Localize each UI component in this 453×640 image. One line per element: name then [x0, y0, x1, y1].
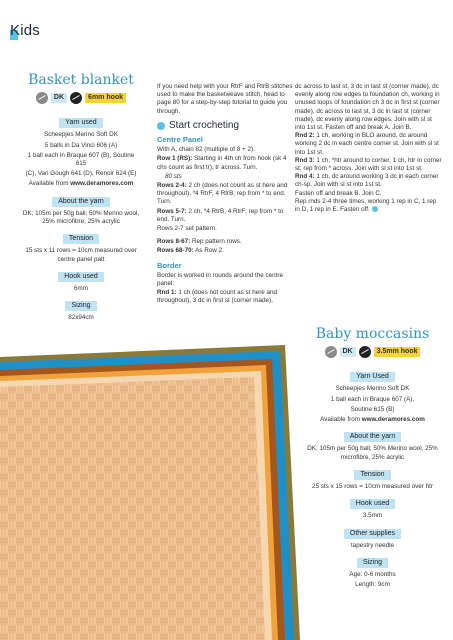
moccasins-yarn-weight-row	[300, 346, 445, 358]
yarn-ball-icon	[325, 346, 337, 358]
yarn-used-heading: Yarn Used	[350, 372, 395, 382]
section-title: Kids	[10, 22, 40, 39]
round-instruction	[295, 132, 443, 157]
about-yarn-text: DK; 105m per 50g ball; 50% Merino wool, 25% microfibre, 25% acrylic	[307, 445, 438, 461]
row-text: As Row 2.	[193, 247, 224, 255]
sizing-heading: Sizing	[65, 301, 96, 311]
border-heading: Border	[157, 260, 182, 270]
yarn-used-line: Scheepjes Merino Soft DK	[335, 385, 410, 393]
moccasins-title: Baby moccasins	[315, 326, 430, 342]
row-instruction	[157, 247, 297, 255]
yarn-used-line: 1 ball each in Braque 607 (A),	[330, 395, 415, 403]
round-instruction	[295, 173, 443, 189]
round-label: Rnd 2:	[295, 132, 315, 140]
row-instruction	[157, 182, 297, 207]
round-instruction	[157, 289, 297, 305]
yarn-used-line: Scheepjes Merino Soft DK	[44, 131, 118, 139]
round-label: Rnd 3:	[295, 156, 315, 164]
repeat-text	[295, 198, 443, 214]
blanket-info-column	[22, 72, 140, 325]
hook-size-label: 3.5mm hook	[374, 347, 421, 357]
availability-link[interactable]: www.deramores.com	[361, 416, 425, 424]
start-crocheting-label: Start crocheting	[169, 119, 240, 131]
yarn-used-line: 1 ball each in Braque 607 (B), Soutine 615	[27, 151, 135, 168]
row-label: Rows 68-70:	[157, 247, 194, 255]
row-text: 2 ch (does not count as st here and throughout), *4 RtrF, 4 RtrB; rep from * to end. Turn.	[157, 182, 288, 206]
tension-text: 15 sts x 11 rows = 10cm measured over centre panel patt	[25, 247, 137, 263]
hook-used-text: 3.5mm	[362, 512, 383, 520]
pattern-column-continued	[295, 83, 443, 214]
stitch-count	[157, 173, 297, 181]
about-yarn-heading: About the yarn	[52, 197, 110, 207]
availability	[300, 416, 445, 424]
tension-heading: Tension	[63, 234, 99, 244]
availability-link[interactable]: www.deramores.com	[70, 180, 134, 188]
row-instruction	[157, 208, 297, 224]
centre-panel-heading: Centre Panel	[157, 135, 203, 145]
sizing-heading: Sizing	[357, 558, 388, 568]
round-text: 1 ch, dc around working 3 dc in each corner ch-sp. Join with sl st into 1st st.	[295, 173, 439, 189]
sizing-length: Length: 9cm	[355, 581, 390, 589]
yarn-ball-icon	[36, 92, 48, 104]
row-instruction	[157, 155, 297, 171]
availability-prefix: Available from	[320, 416, 362, 424]
row-label: Rows 2-4:	[157, 182, 187, 190]
stitch-count-text: 80 sts	[165, 172, 182, 180]
moccasins-info	[300, 326, 445, 592]
bullet-dot-icon	[157, 122, 165, 130]
yarn-weight-label: DK	[340, 347, 356, 357]
intro-text: If you need help with your RtrF and RtrB stitches used to make the basketweave stitch, head to page 80 for a step-by-step tutorial to guide you through.	[157, 83, 293, 115]
sizing-text: 82x94cm	[68, 314, 94, 322]
yarn-used-line: Soutine 615 (B)	[350, 405, 395, 413]
blanket-centre-panel	[0, 377, 265, 640]
pattern-column	[157, 83, 297, 307]
blanket-photo	[0, 345, 300, 640]
row-label: Row 1 (RS):	[157, 155, 193, 163]
round-text: 1 ch, working in BLO around, dc around working 2 dc in each centre corner st. Join with sl st into 1st st.	[295, 132, 439, 156]
hook-size-label: 6mm hook	[85, 93, 126, 103]
about-yarn-heading: About the yarn	[344, 432, 402, 442]
row-label: Rows 8-67:	[157, 238, 191, 246]
round-label: Rnd 1:	[157, 289, 177, 297]
other-supplies-text: tapestry needle	[350, 541, 395, 549]
row-text: Rep pattern rows.	[190, 238, 242, 246]
hook-icon	[359, 346, 371, 358]
repeat-label: Rep rnds 2-4 three times, working 1 rep in C, 1 rep in D, 1 rep in E. Fasten off.	[295, 197, 437, 214]
centre-instruction: With A, chain 82 (multiple of 8 + 2).	[157, 146, 255, 154]
blanket-title: Basket blanket	[28, 72, 134, 88]
about-yarn-text: DK; 105m per 50g ball; 50% Merino wool, 25% microfibre, 25% acrylic	[22, 209, 140, 226]
fasten-off-text: Fasten off and break B. Join C.	[295, 189, 382, 197]
start-crocheting-heading	[157, 119, 297, 131]
other-supplies-heading: Other supplies	[344, 529, 401, 539]
row-instruction	[157, 238, 297, 246]
border-continued-text: dc across to last st, 3 dc in last st (corner made), dc evenly along row edges to foundation ch, working in unused loops of foundation ch 3 dc in first st (corner made), dc across to last st, 3 dc in last st (corner made), dc evenly along row edges. Join with sl st into 1st st. Fasten off and break A. Join B.	[295, 83, 440, 132]
availability	[22, 180, 140, 188]
row-text: Starting in 4th ch from hook (sk 4 chs count as first tr), tr across. Turn.	[157, 155, 287, 171]
end-mark-icon	[372, 206, 378, 212]
round-text: 1 ch (does not count as st here and throughout), 3 dc in first st (corner made),	[157, 289, 278, 305]
tension-heading: Tension	[354, 470, 390, 480]
yarn-weight-label: DK	[51, 93, 67, 103]
round-text: 1 ch, *htr around to corner, 1 ch, htr in corner st; rep from * across. Join with sl st into 1st st.	[295, 156, 442, 173]
hook-used-heading: Hook used	[350, 499, 395, 509]
hook-icon	[70, 92, 82, 104]
row-text: 2 ch, *4 RtrB, 4 RtrF; rep from * to end. Turn.	[157, 207, 284, 223]
availability-prefix: Available from	[28, 180, 71, 188]
border-instruction: Border is worked in rounds around the centre panel.	[157, 271, 284, 288]
tension-text: 25 sts x 15 rows = 10cm measured over htr	[312, 483, 433, 491]
row-instruction: Rows 2-7 set pattern.	[157, 225, 217, 233]
yarn-used-line: (C), Van Gough 641 (D), Renoir 624 (E)	[25, 170, 137, 178]
sizing-age: Age: 0-6 months	[349, 571, 396, 579]
round-label: Rnd 4:	[295, 173, 315, 181]
yarn-used-heading: Yarn used	[59, 118, 102, 128]
hook-used-heading: Hook used	[58, 272, 103, 282]
round-instruction	[295, 157, 443, 173]
yarn-used-line: 5 balls in Da Vinci 606 (A)	[44, 141, 118, 149]
row-label: Rows 5-7:	[157, 207, 187, 215]
hook-used-text: 6mm	[74, 285, 88, 293]
blanket-yarn-weight-row	[22, 92, 140, 104]
